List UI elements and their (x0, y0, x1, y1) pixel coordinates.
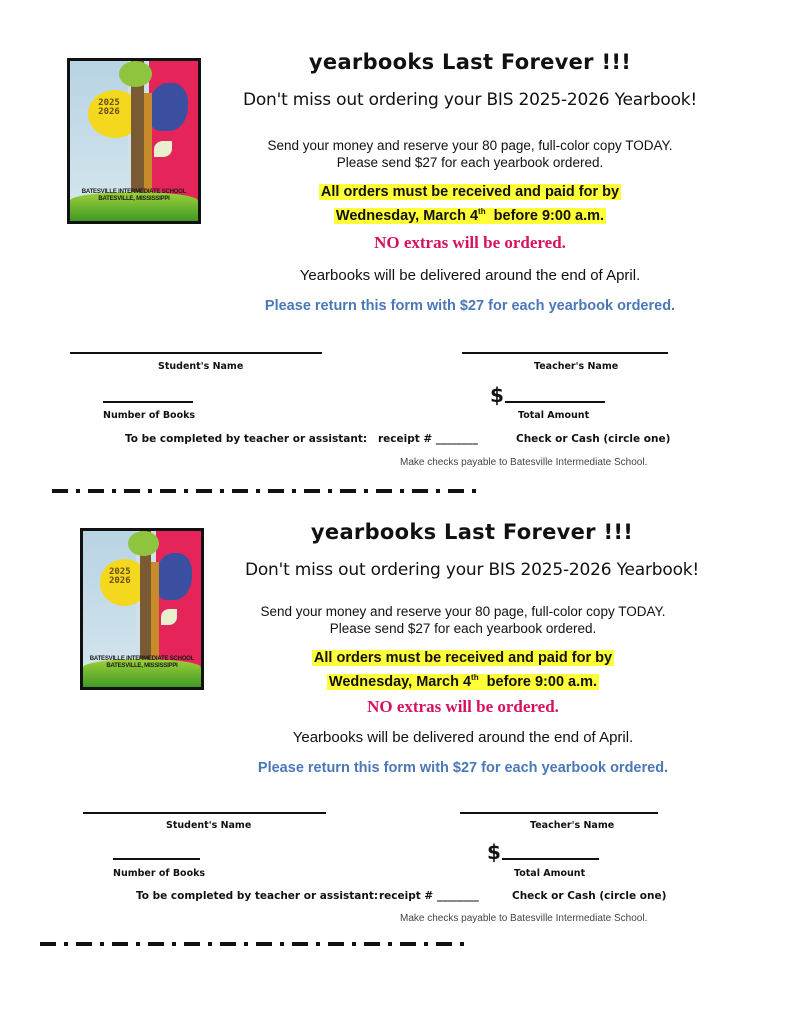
cut-line-segment (280, 942, 284, 946)
teacher-completion-label: To be completed by teacher or assistant: (125, 433, 368, 445)
dollar-sign: $ (490, 383, 504, 407)
headline: yearbooks Last Forever !!! (308, 50, 632, 74)
cut-line-segment (256, 942, 272, 946)
teacher-name-label: Teacher's Name (534, 361, 619, 372)
student-name-label: Student's Name (158, 361, 244, 372)
number-of-books-line[interactable] (113, 858, 200, 860)
payable-note: Make checks payable to Batesville Intermediate School. (400, 913, 648, 924)
return-notice: Please return this form with $27 for each yearbook ordered. (257, 760, 669, 776)
cover-year: 2025 2026 (108, 567, 131, 587)
cut-line-segment (64, 942, 68, 946)
order-instructions: Send your money and reserve your 80 page, full-color copy TODAY. Please send $27 for each yearbook ordered. (260, 604, 666, 636)
receipt-number-field[interactable]: receipt # ________ (379, 890, 479, 902)
total-amount-label: Total Amount (518, 410, 590, 421)
delivery-notice: Yearbooks will be delivered around the end of April. (292, 729, 634, 746)
cut-line-segment (220, 942, 236, 946)
cut-line-segment (436, 942, 452, 946)
yearbook-cover-image (80, 528, 204, 690)
cut-line-segment (328, 942, 344, 946)
delivery-notice: Yearbooks will be delivered around the end of April. (299, 267, 641, 284)
deadline-notice: All orders must be received and paid for by Wednesday, March 4th before 9:00 a.m. (320, 184, 620, 224)
cut-line-segment (292, 942, 308, 946)
subheadline: Don't miss out ordering your BIS 2025-2026 Yearbook! (244, 560, 700, 580)
cut-line-segment (112, 942, 128, 946)
total-amount-line[interactable] (502, 858, 599, 860)
cut-line-segment (352, 942, 356, 946)
cut-line-segment (148, 942, 164, 946)
no-extras-notice: NO extras will be ordered. (367, 697, 559, 716)
cover-year: 2025 2026 (98, 98, 120, 118)
student-name-label: Student's Name (166, 820, 252, 831)
payment-method-choice[interactable]: Check or Cash (circle one) (512, 890, 667, 902)
number-of-books-label: Number of Books (103, 410, 196, 421)
student-name-line[interactable] (83, 812, 326, 814)
cut-line-segment (184, 942, 200, 946)
cover-school-name: BATESVILLE INTERMEDIATE SCHOOL BATESVILLE, MISSISSIPPI (81, 189, 187, 203)
payable-note: Make checks payable to Batesville Intermediate School. (400, 457, 648, 468)
cut-line-segment (136, 942, 140, 946)
teacher-name-line[interactable] (460, 812, 658, 814)
cut-line-segment (400, 942, 416, 946)
cut-line-segment (388, 942, 392, 946)
cut-line-segment (316, 942, 320, 946)
subheadline: Don't miss out ordering your BIS 2025-2026 Yearbook! (242, 90, 698, 110)
receipt-number-field[interactable]: receipt # ________ (378, 433, 478, 445)
teacher-completion-label: To be completed by teacher or assistant: (136, 890, 379, 902)
headline: yearbooks Last Forever !!! (310, 520, 634, 544)
cut-line-segment (244, 942, 248, 946)
cover-school-name: BATESVILLE INTERMEDIATE SCHOOL BATESVILLE, MISSISSIPPI (89, 655, 195, 669)
total-amount-label: Total Amount (514, 868, 586, 879)
return-notice: Please return this form with $27 for each yearbook ordered. (264, 298, 676, 314)
teacher-name-label: Teacher's Name (530, 820, 615, 831)
number-of-books-label: Number of Books (113, 868, 206, 879)
no-extras-notice: NO extras will be ordered. (374, 233, 566, 252)
cut-line-segment (76, 942, 92, 946)
cut-line-segment (364, 942, 380, 946)
cut-line-segment (40, 942, 56, 946)
cut-line-2 (40, 942, 472, 946)
cut-line-segment (100, 942, 104, 946)
order-instructions: Send your money and reserve your 80 page, full-color copy TODAY. Please send $27 for each yearbook ordered. (267, 138, 673, 170)
deadline-notice: All orders must be received and paid for by Wednesday, March 4th before 9:00 a.m. (313, 650, 613, 690)
cut-line-segment (460, 942, 464, 946)
dollar-sign: $ (487, 840, 501, 864)
cut-line-segment (172, 942, 176, 946)
payment-method-choice[interactable]: Check or Cash (circle one) (516, 433, 671, 445)
cut-line-segment (208, 942, 212, 946)
cut-line-segment (424, 942, 428, 946)
